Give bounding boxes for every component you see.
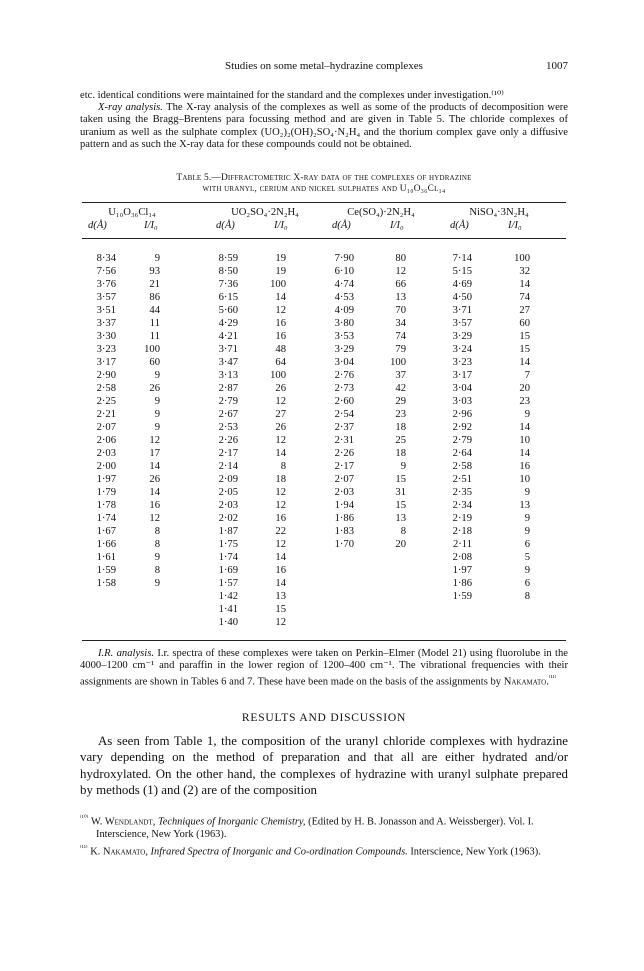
table-cell: 4·09	[334, 305, 354, 316]
footnote-references	[80, 812, 568, 860]
paragraph-results: As seen from Table 1, the composition of the uranyl chloride complexes with hydrazine vary depending on the method of preparation and that all are either hydrated and/or hydroxylated. On the other hand, the complexes of hydrazine with uranyl sulphate prepared by methods (1) and (2) are of the composition	[80, 734, 568, 797]
table-cell: 11	[149, 331, 160, 342]
table-cell: 2·26	[218, 435, 238, 446]
table-cell: 2·76	[334, 370, 354, 381]
table-cell: 1·67	[96, 526, 116, 537]
table-cell: 15	[395, 474, 406, 485]
table-cell: 3·57	[452, 318, 472, 329]
table-cell: 12	[275, 539, 286, 550]
ref-authors: W. Wendlandt,	[90, 816, 156, 828]
table-cell: 2·54	[334, 409, 354, 420]
table-cell: 8	[154, 565, 160, 576]
table-cell: 13	[395, 513, 406, 524]
ir-ref: ⁽¹¹⁾	[548, 674, 557, 683]
table-cell: 2·11	[452, 539, 472, 550]
table-cell: 31	[395, 487, 406, 498]
table-cell: 18	[395, 422, 406, 433]
table-cell: 86	[149, 292, 160, 303]
table-cell: 2·07	[96, 422, 116, 433]
table-cell: 14	[275, 552, 286, 563]
table-cell: 9	[154, 409, 160, 420]
table-cell: 9	[524, 409, 530, 420]
table-cell: 2·03	[334, 487, 354, 498]
table-top-rule	[82, 202, 566, 203]
table-cell: 3·71	[218, 344, 238, 355]
table-cell: 8	[154, 539, 160, 550]
column-intensity	[256, 252, 286, 629]
table-cell: 12	[149, 435, 160, 446]
table-cell: 100	[270, 279, 286, 290]
table-cell: 9	[154, 396, 160, 407]
table-cell: 14	[275, 292, 286, 303]
table-cell: 7·14	[452, 253, 472, 264]
table-cell: 2·31	[334, 435, 354, 446]
table-cell: 1·86	[334, 513, 354, 524]
xray-lead: X-ray analysis.	[98, 102, 163, 114]
table-cell: 2·17	[218, 448, 238, 459]
ref-rest: (Edited by H. B. Jonasson and A. Weissberger). Vol. I. Interscience, New York (1963).	[96, 816, 534, 840]
table-cell: 3·13	[218, 370, 238, 381]
running-title: Studies on some metal–hydrazine complexes	[225, 60, 423, 72]
table-cell: 60	[149, 357, 160, 368]
table-cell: 14	[519, 357, 530, 368]
table-cell: 8·50	[218, 266, 238, 277]
table-cell: 12	[275, 396, 286, 407]
table-cell: 2·18	[452, 526, 472, 537]
table-cell: 21	[149, 279, 160, 290]
table-cell: 5·60	[218, 305, 238, 316]
table-cell: 1·59	[96, 565, 116, 576]
table-cell: 9	[524, 487, 530, 498]
table-cell: 10	[519, 474, 530, 485]
table-cell: 6·10	[334, 266, 354, 277]
table-cell: 14	[519, 448, 530, 459]
table-cell: 32	[519, 266, 530, 277]
table-cell: 23	[519, 396, 530, 407]
intensity-header: I/I₀	[508, 220, 522, 231]
table-cell: 7·36	[218, 279, 238, 290]
table-cell: 3·76	[96, 279, 116, 290]
table-cell: 15	[519, 331, 530, 342]
table-cell: 19	[275, 266, 286, 277]
table-cell: 11	[149, 318, 160, 329]
table-cell: 13	[519, 500, 530, 511]
table-cell: 1·87	[218, 526, 238, 537]
table-cell: 2·05	[218, 487, 238, 498]
intensity-header: I/I₀	[390, 220, 404, 231]
table-cell: 2·87	[218, 383, 238, 394]
ir-author: Nakamato.	[503, 676, 549, 688]
table-cell: 3·24	[452, 344, 472, 355]
table-cell: 15	[275, 604, 286, 615]
table-cell: 3·04	[334, 357, 354, 368]
table-cell: 2·67	[218, 409, 238, 420]
table-cell: 2·03	[218, 500, 238, 511]
table-cell: 7	[524, 370, 530, 381]
xray-paragraph	[80, 102, 568, 151]
table-cell: 2·02	[218, 513, 238, 524]
table-cell: 1·79	[96, 487, 116, 498]
table-cell: 29	[395, 396, 406, 407]
table-cell: 2·64	[452, 448, 472, 459]
intensity-header: I/I₀	[144, 220, 158, 231]
table-cell: 4·69	[452, 279, 472, 290]
table-cell: 2·25	[96, 396, 116, 407]
table-cell: 3·37	[96, 318, 116, 329]
table-cell: 9	[154, 422, 160, 433]
table-cell: 8	[154, 526, 160, 537]
table-cell: 3·29	[334, 344, 354, 355]
table-header-rule	[82, 238, 566, 239]
table-cell: 27	[519, 305, 530, 316]
column-d-spacing	[320, 252, 354, 551]
ir-text: I.r. spectra of these complexes were taken on Perkin–Elmer (Model 21) using fluorolube in the 4000–1200 cm⁻¹ and paraffin in the lower region of 1200–400 cm⁻¹. The vibrational frequencies with their assignments are shown in Tables 6 and 7. These have been made on the basis of the assignments by	[80, 648, 568, 688]
table-cell: 12	[275, 487, 286, 498]
table-cell: 17	[149, 448, 160, 459]
table-cell: 25	[395, 435, 406, 446]
table-cell: 1·94	[334, 500, 354, 511]
table-cell: 13	[275, 591, 286, 602]
table-cell: 1·58	[96, 578, 116, 589]
table-cell: 2·90	[96, 370, 116, 381]
compound-header: U₁₀O₃₆Cl₁₄	[108, 207, 156, 218]
table-cell: 2·58	[452, 461, 472, 472]
table-cell: 9	[524, 526, 530, 537]
ref-number: ⁽¹¹⁾	[80, 844, 88, 853]
table-cell: 16	[275, 565, 286, 576]
table-cell: 1·74	[218, 552, 238, 563]
table-cell: 1·75	[218, 539, 238, 550]
table-cell: 18	[275, 474, 286, 485]
table-cell: 3·23	[96, 344, 116, 355]
table-compound-header	[82, 207, 566, 220]
table-cell: 3·51	[96, 305, 116, 316]
table-cell: 100	[270, 370, 286, 381]
reference-item	[80, 842, 568, 859]
paragraph-xray	[80, 90, 568, 151]
table-cell: 9	[524, 513, 530, 524]
table-cell: 12	[275, 305, 286, 316]
table-cell: 44	[149, 305, 160, 316]
table-cell: 2·96	[452, 409, 472, 420]
table-cell: 64	[275, 357, 286, 368]
table-caption	[80, 173, 568, 195]
table-cell: 2·26	[334, 448, 354, 459]
table-cell: 2·34	[452, 500, 472, 511]
table-cell: 12	[149, 513, 160, 524]
d-header: d(Å)	[450, 220, 469, 231]
table-subheader	[82, 220, 566, 233]
table-cell: 16	[275, 331, 286, 342]
table-cell: 2·35	[452, 487, 472, 498]
table-cell: 3·17	[452, 370, 472, 381]
table-cell: 3·47	[218, 357, 238, 368]
table-cell: 48	[275, 344, 286, 355]
table-cell: 14	[149, 487, 160, 498]
ref-title: Techniques of Inorganic Chemistry,	[157, 816, 306, 828]
table-cell: 26	[275, 383, 286, 394]
table-cell: 2·37	[334, 422, 354, 433]
table-cell: 3·30	[96, 331, 116, 342]
table-cell: 8	[280, 461, 286, 472]
compound-header: NiSO₄·3N₂H₄	[469, 207, 529, 218]
table-cell: 13	[395, 292, 406, 303]
table-cell: 1·97	[452, 565, 472, 576]
paragraph-ir	[80, 648, 568, 689]
table-cell: 2·51	[452, 474, 472, 485]
table-cell: 37	[395, 370, 406, 381]
table-cell: 14	[519, 279, 530, 290]
table-cell: 2·17	[334, 461, 354, 472]
table-cell: 1·42	[218, 591, 238, 602]
table-cell: 6	[524, 539, 530, 550]
table-cell: 34	[395, 318, 406, 329]
reference-item	[80, 812, 568, 841]
table-caption-line: Table 5.—Diffractometric X-ray data of the complexes of hydrazine	[176, 173, 472, 183]
table-cell: 9	[524, 565, 530, 576]
table-cell: 9	[154, 370, 160, 381]
table-cell: 60	[519, 318, 530, 329]
table-cell: 26	[149, 383, 160, 394]
table-cell: 74	[519, 292, 530, 303]
table-cell: 10	[519, 435, 530, 446]
table-cell: 4·29	[218, 318, 238, 329]
table-cell: 14	[519, 422, 530, 433]
table-cell: 22	[275, 526, 286, 537]
column-d-spacing	[82, 252, 116, 590]
table-cell: 74	[395, 331, 406, 342]
table-cell: 100	[144, 344, 160, 355]
compound-header: UO₂SO₄·2N₂H₄	[231, 207, 299, 218]
table-cell: 70	[395, 305, 406, 316]
table-cell: 2·73	[334, 383, 354, 394]
table-cell: 8	[524, 591, 530, 602]
table-cell: 14	[149, 461, 160, 472]
table-cell: 7·56	[96, 266, 116, 277]
ref-title: Infrared Spectra of Inorganic and Co-ordination Compounds.	[150, 846, 408, 858]
paragraph-line: etc. identical conditions were maintained for the standard and the complexes under investigation.⁽¹⁰⁾	[80, 90, 504, 101]
table-cell: 16	[519, 461, 530, 472]
table-cell: 1·78	[96, 500, 116, 511]
table-cell: 3·71	[452, 305, 472, 316]
table-cell: 16	[275, 318, 286, 329]
table-cell: 3·17	[96, 357, 116, 368]
table-cell: 4·50	[452, 292, 472, 303]
table-cell: 26	[149, 474, 160, 485]
table-cell: 18	[395, 448, 406, 459]
table-cell: 9	[154, 552, 160, 563]
table-cell: 2·08	[452, 552, 472, 563]
ref-number: ⁽¹⁰⁾	[80, 814, 89, 822]
table-cell: 66	[395, 279, 406, 290]
table-cell: 19	[275, 253, 286, 264]
table-cell: 2·53	[218, 422, 238, 433]
table-cell: 12	[275, 500, 286, 511]
column-intensity	[498, 252, 530, 603]
table-cell: 1·61	[96, 552, 116, 563]
table-cell: 12	[275, 617, 286, 628]
table-cell: 12	[395, 266, 406, 277]
table-cell: 100	[390, 357, 406, 368]
table-cell: 2·06	[96, 435, 116, 446]
table-cell: 1·66	[96, 539, 116, 550]
table-cell: 9	[154, 253, 160, 264]
xray-text: The X-ray analysis of the complexes as well as some of the products of decomposition were taken using the Bragg–Brentens para focussing method and are given in Table 5. The chloride complexes of uranium as well as the sulphate complex (UO₂)₂(OH)₂SO₄·N₂H₄ and the thorium complex gave only a diffusive pattern and as such the X-ray data for these compounds could not be obtained.	[80, 102, 568, 150]
section-heading: RESULTS AND DISCUSSION	[241, 712, 407, 724]
table-cell: 14	[275, 578, 286, 589]
table-cell: 2·09	[218, 474, 238, 485]
table-cell: 2·07	[334, 474, 354, 485]
table-cell: 16	[149, 500, 160, 511]
intensity-header: I/I₀	[274, 220, 288, 231]
table-cell: 6·15	[218, 292, 238, 303]
table-cell: 1·41	[218, 604, 238, 615]
table-cell: 2·14	[218, 461, 238, 472]
d-header: d(Å)	[216, 220, 235, 231]
table-cell: 1·86	[452, 578, 472, 589]
table-cell: 20	[395, 539, 406, 550]
table-cell: 2·60	[334, 396, 354, 407]
ref-rest: Interscience, New York (1963).	[410, 846, 541, 858]
table-cell: 3·03	[452, 396, 472, 407]
table-cell: 2·79	[218, 396, 238, 407]
d-header: d(Å)	[88, 220, 107, 231]
table-cell: 2·58	[96, 383, 116, 394]
table-cell: 42	[395, 383, 406, 394]
table-cell: 2·79	[452, 435, 472, 446]
table-cell: 26	[275, 422, 286, 433]
table-cell: 1·59	[452, 591, 472, 602]
table-cell: 1·69	[218, 565, 238, 576]
column-intensity	[132, 252, 160, 590]
table-cell: 3·04	[452, 383, 472, 394]
table-cell: 7·90	[334, 253, 354, 264]
table-cell: 5	[524, 552, 530, 563]
table-cell: 6	[524, 578, 530, 589]
table-cell: 5·15	[452, 266, 472, 277]
table-cell: 93	[149, 266, 160, 277]
table-cell: 27	[275, 409, 286, 420]
table-cell: 9	[400, 461, 406, 472]
table-cell: 80	[395, 253, 406, 264]
column-d-spacing	[204, 252, 238, 629]
table-cell: 2·00	[96, 461, 116, 472]
table-cell: 9	[154, 578, 160, 589]
table-cell: 8·34	[96, 253, 116, 264]
table-cell: 2·92	[452, 422, 472, 433]
table-cell: 3·57	[96, 292, 116, 303]
column-intensity	[376, 252, 406, 551]
table-cell: 1·40	[218, 617, 238, 628]
table-cell: 12	[275, 435, 286, 446]
table-cell: 4·53	[334, 292, 354, 303]
ref-authors: K. Nakamato,	[90, 846, 148, 858]
table-cell: 2·03	[96, 448, 116, 459]
table-cell: 3·23	[452, 357, 472, 368]
table-bottom-rule	[82, 640, 566, 641]
table-cell: 1·97	[96, 474, 116, 485]
table-cell: 15	[519, 344, 530, 355]
table-cell: 14	[275, 448, 286, 459]
table-cell: 4·21	[218, 331, 238, 342]
ir-lead: I.R. analysis.	[98, 648, 154, 659]
table-cell: 23	[395, 409, 406, 420]
table-cell: 3·29	[452, 331, 472, 342]
table-cell: 1·74	[96, 513, 116, 524]
table-cell: 15	[395, 500, 406, 511]
table-cell: 1·70	[334, 539, 354, 550]
table-cell: 8·59	[218, 253, 238, 264]
table-cell: 2·21	[96, 409, 116, 420]
table-cell: 100	[514, 253, 530, 264]
table-cell: 3·53	[334, 331, 354, 342]
compound-header: Ce(SO₄)·2N₂H₄	[347, 207, 415, 218]
page-number: 1007	[546, 60, 568, 72]
table-cell: 20	[519, 383, 530, 394]
column-d-spacing	[438, 252, 472, 603]
table-cell: 1·83	[334, 526, 354, 537]
table-caption-line: with uranyl, cerium and nickel sulphates and U₁₀O₃₆Cl₁₄	[202, 184, 446, 194]
table-cell: 2·19	[452, 513, 472, 524]
table-cell: 16	[275, 513, 286, 524]
table-cell: 8	[400, 526, 406, 537]
table-cell: 79	[395, 344, 406, 355]
table-cell: 3·80	[334, 318, 354, 329]
d-header: d(Å)	[332, 220, 351, 231]
table-cell: 1·57	[218, 578, 238, 589]
table-cell: 4·74	[334, 279, 354, 290]
